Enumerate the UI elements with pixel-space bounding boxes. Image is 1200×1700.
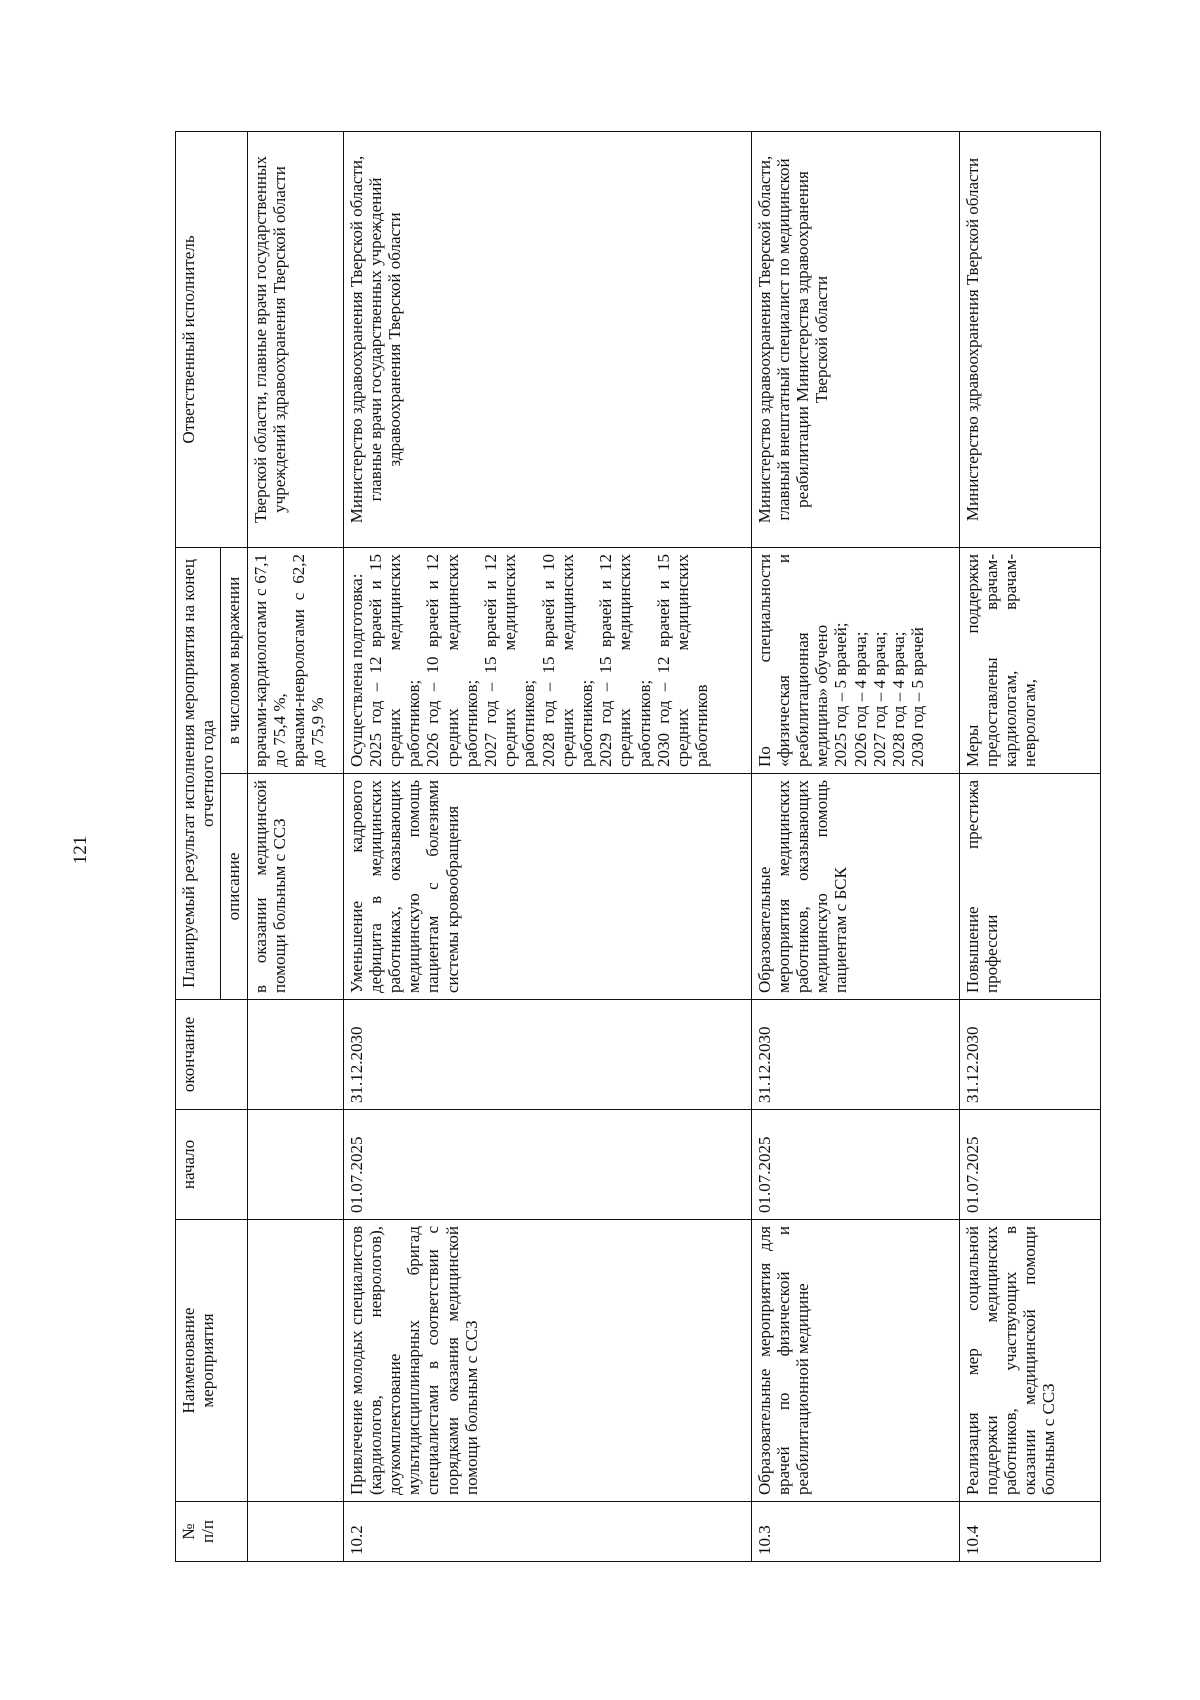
cell-numeric: Осуществлена подготовка: 2025 год – 12 врачей и 15 средних медицинских работников; 2026 год – 10 врачей и 12 средних медицинских работников; 2027 год – 15 врачей и 12 средних медицинских работников; 2028 год – 15 врачей и 10 средних медицинских работников; 2029 год – 15 врачей и 12 средних медицинских работников; 2030 год – 12 врачей и 15 средних медицинских работников	[343, 547, 751, 773]
header-numeric: в числовом выражении	[221, 547, 247, 773]
cell-name: Образовательные мероприятия для врачей по физической и реабилитационной медицине	[751, 1220, 959, 1502]
header-description: описание	[221, 774, 247, 1000]
header-num: № п/п	[176, 1502, 248, 1562]
cell-executor: Министерство здравоохранения Тверской области, главные врачи государственных учреждений здравоохранения Тверской области	[343, 131, 751, 547]
cell-end	[247, 1000, 343, 1110]
table-row	[959, 131, 1100, 1561]
cell-start: 01.07.2025	[751, 1110, 959, 1220]
cell-start	[247, 1110, 343, 1220]
header-end: окончание	[176, 1000, 248, 1110]
cell-name	[247, 1220, 343, 1502]
cell-description: Уменьшение кадрового дефицита в медицинских работниках, оказывающих медицинскую помощь пациентам с болезнями системы кровообращения	[343, 774, 751, 1000]
table-row	[247, 131, 343, 1561]
cell-num	[247, 1502, 343, 1562]
cell-numeric: По специальности «физическая и реабилитационная медицина» обучено 2025 год – 5 врачей; 2026 год – 4 врача; 2027 год – 4 врача; 2028 год – 4 врача; 2030 год – 5 врачей	[751, 547, 959, 773]
cell-num: 10.2	[343, 1502, 751, 1562]
header-name: Наименование мероприятия	[176, 1220, 248, 1502]
cell-description: в оказании медицинской помощи больным с ССЗ	[247, 774, 343, 1000]
cell-executor: Тверской области, главные врачи государственных учреждений здравоохранения Тверской области	[247, 131, 343, 547]
events-table	[175, 131, 1101, 1562]
cell-name: Реализация мер социальной поддержки медицинских работников, участвующих в оказании медицинской помощи больным с ССЗ	[959, 1220, 1100, 1502]
cell-executor: Министерство здравоохранения Тверской области	[959, 131, 1100, 547]
cell-name: Привлечение молодых специалистов (кардиологов, неврологов), доукомплектование мультидисциплинарных бригад специалистами в соответствии с порядками оказания медицинской помощи больным с ССЗ	[343, 1220, 751, 1502]
cell-end: 31.12.2030	[751, 1000, 959, 1110]
header-result: Планируемый результат исполнения мероприятия на конец отчетного года	[176, 547, 221, 999]
cell-num: 10.3	[751, 1502, 959, 1562]
cell-description: Повышение престижа профессии	[959, 774, 1100, 1000]
header-start: начало	[176, 1110, 248, 1220]
cell-end: 31.12.2030	[343, 1000, 751, 1110]
table-row	[343, 131, 751, 1561]
cell-description: Образовательные мероприятия медицинских работников, оказывающих медицинскую помощь пациентам с БСК	[751, 774, 959, 1000]
cell-start: 01.07.2025	[959, 1110, 1100, 1220]
table-row	[751, 131, 959, 1561]
header-executor: Ответственный исполнитель	[176, 131, 248, 547]
page-number: 121	[70, 835, 91, 865]
cell-numeric: врачами-кардиологами с 67,1 до 75,4 %, врачами-неврологами с 62,2 до 75,9 %	[247, 547, 343, 773]
cell-numeric: Меры поддержки предоставлены врачам-кардиологам, врачам-неврологам,	[959, 547, 1100, 773]
cell-executor: Министерство здравоохранения Тверской области, главный внештатный специалист по медицинской реабилитации Министерства здравоохранения Тверской области	[751, 131, 959, 547]
cell-start: 01.07.2025	[343, 1110, 751, 1220]
cell-num: 10.4	[959, 1502, 1100, 1562]
cell-end: 31.12.2030	[959, 1000, 1100, 1110]
rotated-table-container	[175, 132, 1100, 1562]
